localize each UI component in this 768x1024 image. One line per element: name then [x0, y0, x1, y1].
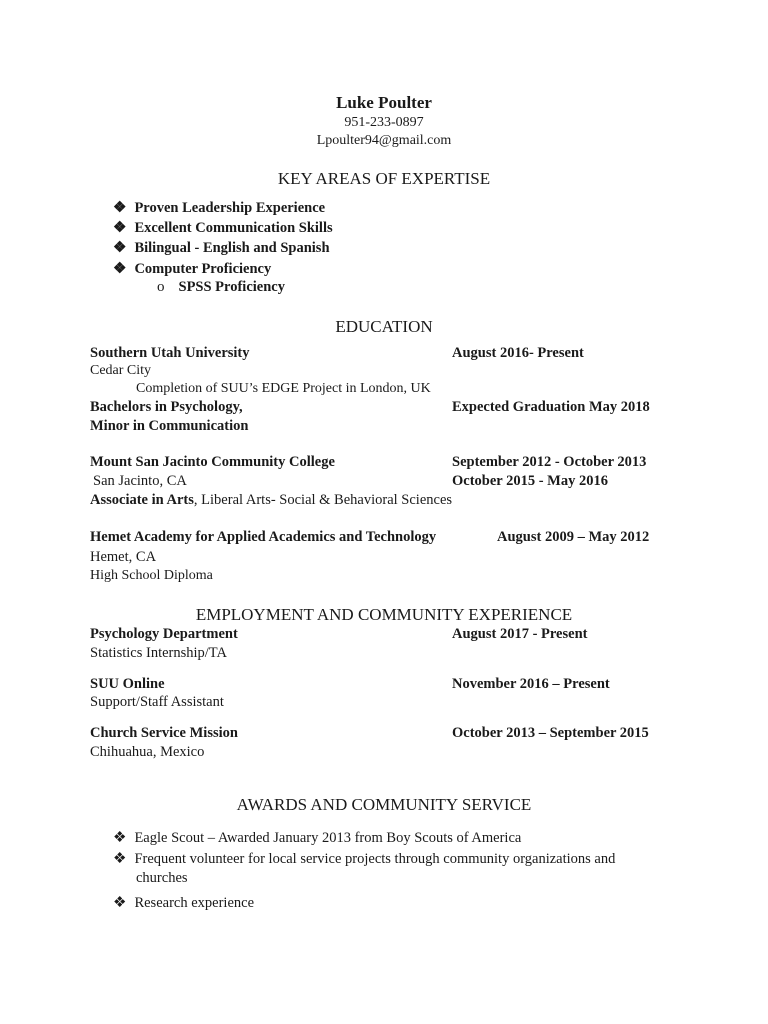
school-date: August 2016- Present	[452, 345, 584, 361]
graduation-date: Expected Graduation May 2018	[452, 399, 650, 415]
job-date: November 2016 – Present	[452, 676, 610, 692]
school-location: Hemet, CA	[90, 549, 157, 565]
job-organization: SUU Online	[90, 676, 165, 692]
awards-heading: AWARDS AND COMMUNITY SERVICE	[236, 795, 532, 814]
award-item: ❖ Frequent volunteer for local service projects through community organizations and	[113, 851, 616, 867]
expertise-item: ❖ Excellent Communication Skills	[113, 220, 333, 236]
award-item: ❖ Research experience	[113, 895, 255, 911]
school-name: Mount San Jacinto Community College	[90, 454, 335, 470]
school-date: August 2009 – May 2012	[497, 529, 650, 545]
school-location: San Jacinto, CA	[93, 473, 187, 489]
school-date: September 2012 - October 2013	[452, 454, 647, 470]
diamond-bullet-icon: ❖	[113, 261, 127, 277]
job-role: Support/Staff Assistant	[90, 694, 224, 710]
job-role: Statistics Internship/TA	[90, 645, 227, 661]
job-role: Chihuahua, Mexico	[90, 744, 205, 760]
diamond-bullet-icon: ❖	[113, 240, 127, 256]
school-date: October 2015 - May 2016	[452, 473, 608, 489]
diamond-bullet-icon: ❖	[113, 220, 127, 236]
education-heading: EDUCATION	[335, 317, 433, 336]
phone-number: 951-233-0897	[344, 115, 424, 130]
expertise-item: ❖ Proven Leadership Experience	[113, 200, 326, 216]
expertise-item: ❖ Bilingual - English and Spanish	[113, 240, 330, 256]
expertise-sub-item: o SPSS Proficiency	[157, 279, 285, 295]
award-item: ❖ Eagle Scout – Awarded January 2013 from Boy Scouts of America	[113, 830, 522, 846]
employment-heading: EMPLOYMENT AND COMMUNITY EXPERIENCE	[195, 605, 573, 624]
minor: Minor in Communication	[90, 418, 249, 434]
diamond-bullet-icon: ❖	[113, 895, 127, 911]
degree: Associate in Arts, Liberal Arts- Social & Behavioral Sciences	[90, 492, 453, 508]
school-note: Completion of SUU’s EDGE Project in London, UK	[136, 381, 431, 396]
school-name: Hemet Academy for Applied Academics and Technology	[90, 529, 437, 545]
degree: Bachelors in Psychology,	[90, 399, 243, 415]
diamond-bullet-icon: ❖	[113, 851, 127, 867]
award-item-continuation: churches	[136, 870, 188, 886]
expertise-heading: KEY AREAS OF EXPERTISE	[277, 169, 491, 188]
job-date: October 2013 – September 2015	[452, 725, 649, 741]
job-date: August 2017 - Present	[452, 626, 588, 642]
school-location: Cedar City	[90, 363, 152, 378]
diamond-bullet-icon: ❖	[113, 830, 127, 846]
diploma: High School Diploma	[90, 568, 213, 583]
job-organization: Psychology Department	[90, 626, 238, 642]
school-name: Southern Utah University	[90, 345, 250, 361]
diamond-bullet-icon: ❖	[113, 200, 127, 216]
email-address: Lpoulter94@gmail.com	[316, 133, 452, 148]
circle-bullet-icon: o	[157, 279, 165, 295]
expertise-item: ❖ Computer Proficiency	[113, 261, 272, 277]
job-organization: Church Service Mission	[90, 725, 238, 741]
candidate-name: Luke Poulter	[336, 93, 432, 112]
